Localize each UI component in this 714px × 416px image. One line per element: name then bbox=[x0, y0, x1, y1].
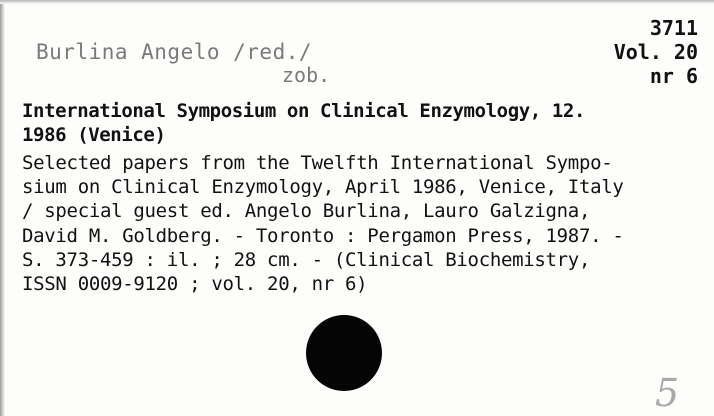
author-heading: Burlina Angelo /red./ bbox=[36, 40, 313, 64]
shelfmark-volume: Vol. 20 bbox=[613, 40, 698, 64]
shelfmark-issue: nr 6 bbox=[649, 64, 698, 88]
record-description bbox=[22, 151, 712, 296]
description-line: Selected papers from the Twelfth International Sympo- bbox=[22, 152, 613, 174]
description-line: / special guest ed. Angelo Burlina, Lauro Galzigna, bbox=[22, 200, 591, 223]
author-role: zob. bbox=[282, 63, 331, 87]
description-line: S. 373-459 : il. ; 28 cm. - (Clinical Biochemistry, bbox=[22, 248, 591, 271]
record-title bbox=[22, 99, 702, 147]
description-line: David M. Goldberg. - Toronto : Pergamon Press, 1987. - bbox=[22, 224, 624, 247]
pencil-note: 5 bbox=[655, 371, 680, 415]
description-line: ISSN 0009-9120 ; vol. 20, nr 6) bbox=[22, 273, 368, 296]
title-line: International Symposium on Clinical Enzymology, 12. bbox=[22, 100, 585, 122]
title-line: 1986 (Venice) bbox=[22, 124, 166, 146]
shelfmark-number: 3711 bbox=[649, 16, 698, 40]
punch-hole bbox=[306, 315, 382, 391]
shelfmark bbox=[614, 16, 698, 88]
description-line: sium on Clinical Enzymology, April 1986, Venice, Italy bbox=[22, 176, 624, 199]
